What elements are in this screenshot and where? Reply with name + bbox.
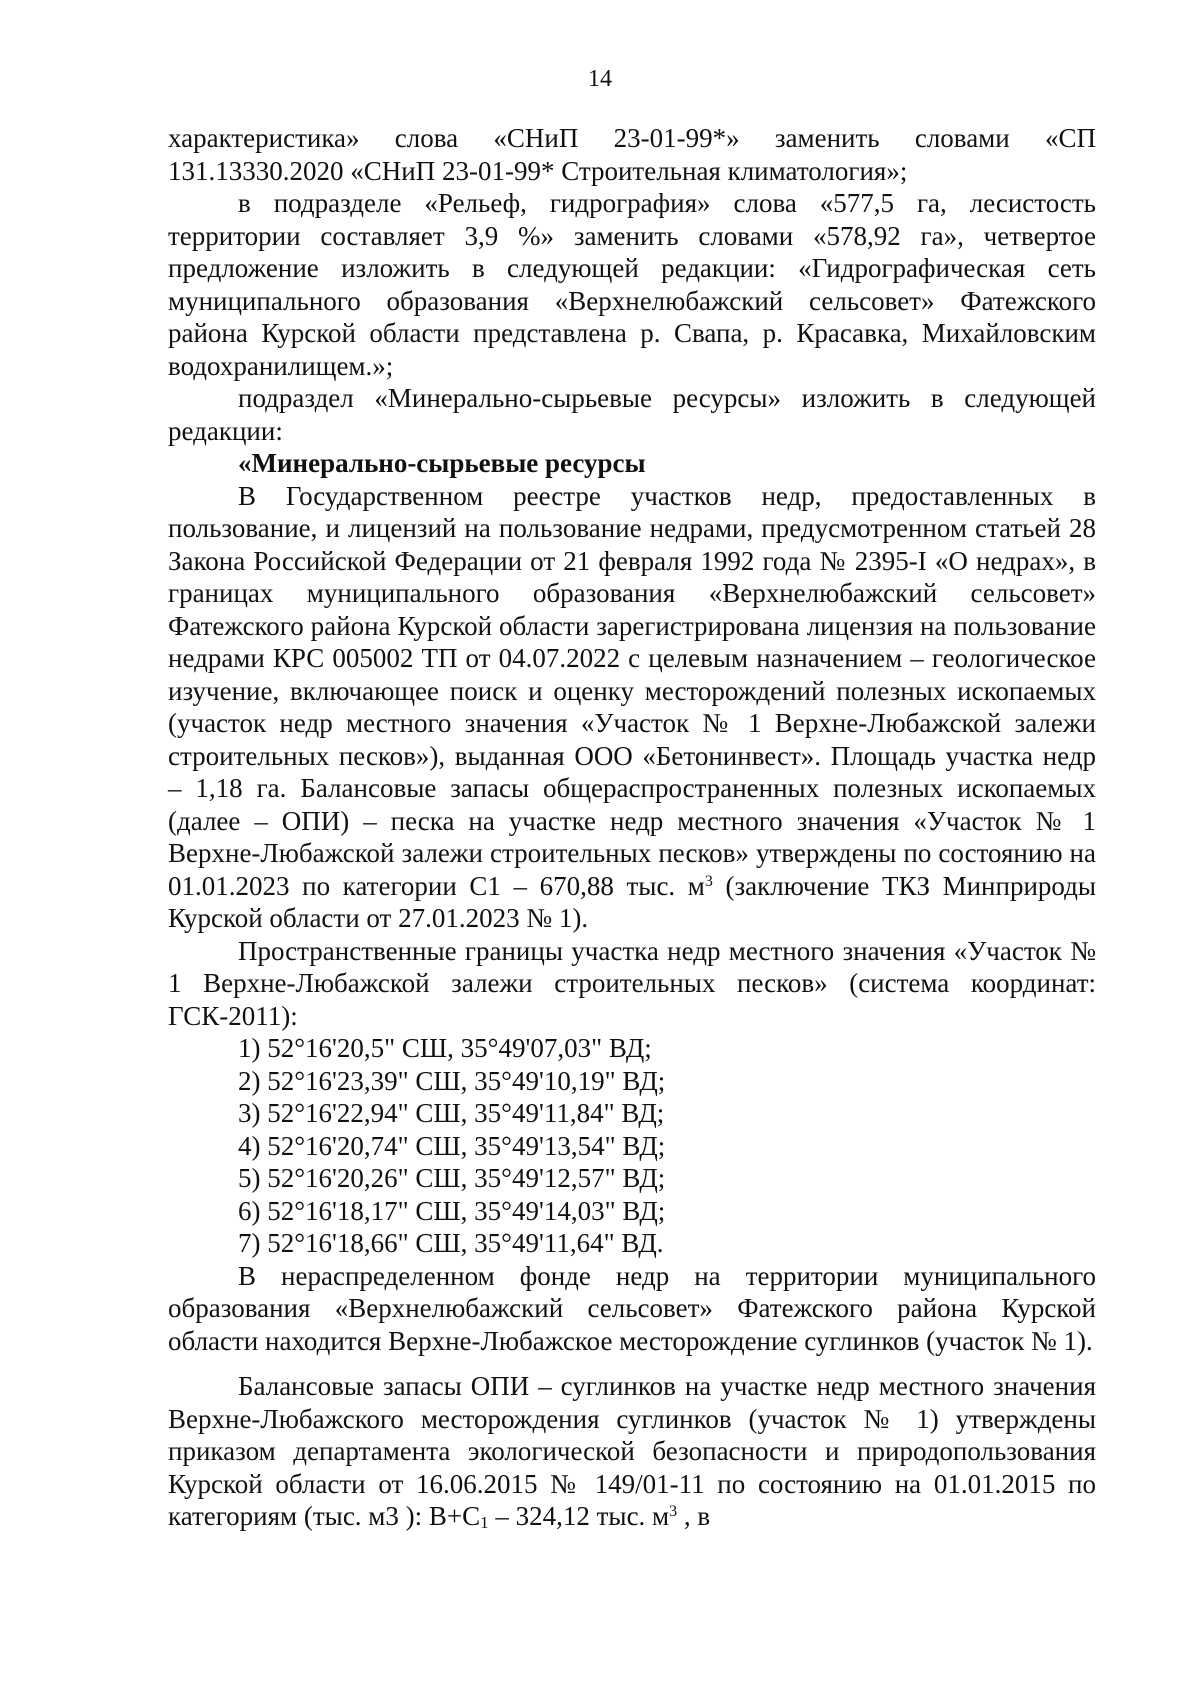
coordinate-item: 2) 52°16'23,39" СШ, 35°49'10,19" ВД; [238, 1065, 666, 1096]
coordinate-item: 4) 52°16'20,74" СШ, 35°49'13,54" ВД; [238, 1130, 666, 1161]
coordinate-item: 6) 52°16'18,17" СШ, 35°49'14,03" ВД; [238, 1195, 666, 1226]
document-body [168, 122, 1096, 1533]
paragraph-mineral-resources-intro: подраздел «Минерально-сырьевые ресурсы» изложить в следующей редакции: [168, 383, 1096, 446]
paragraph-relief-hydrography: в подразделе «Рельеф, гидрография» слова «577,5 га, лесистость территории составляет 3,9 %» заменить словами «578,92 га», четвертое предложение изложить в следующей редакции: «Гидрографическая сеть муниципального образования «Верхнелюбажский сельсовет» Фатежского района Курской области представлена р. Свапа, р. Красавка, Михайловским водохранилищем.»; [168, 188, 1096, 381]
cubic-superscript: 3 [704, 872, 713, 890]
coordinate-item: 3) 52°16'22,94" СШ, 35°49'11,84" ВД; [238, 1098, 665, 1128]
paragraph-balance-reserves [168, 1370, 1096, 1533]
register-text-end: (заключение ТКЗ Минприроды Курской области от 27.01.2023 № 1). [168, 870, 1096, 933]
coordinate-item: 1) 52°16'20,5" СШ, 35°49'07,03" ВД; [238, 1033, 652, 1063]
paragraph-snip-replacement: характеристика» слова «СНиП 23-01-99*» заменить словами «СП 131.13330.2020 «СНиП 23-01-99* Строительная климатология»; [168, 123, 1096, 186]
paragraph-state-register [168, 480, 1096, 935]
reserves-volume: – 324,12 тыс. м [488, 1501, 670, 1531]
coordinate-item: 7) 52°16'18,66" СШ, 35°49'11,64" ВД. [238, 1228, 664, 1258]
cubic-superscript: 3 [669, 1503, 678, 1520]
reserves-text: Балансовые запасы ОПИ – суглинков на участке недр местного значения Верхне-Любажского месторождения суглинков (участок № 1) утверждены приказом департамента экологической безопасности и природопользования Курской области от 16.06.2015 № 149/01-11 по состоянию на 01.01.2015 по категориям (тыс. м3 ): В+С [168, 1371, 1096, 1531]
paragraph-undistributed-fund: В нераспределенном фонде недр на территории муниципального образования «Верхнелюбажский сельсовет» Фатежского района Курской области находится Верхне-Любажское месторождение суглинков (участок № 1). [168, 1260, 1096, 1356]
paragraph-spatial-boundaries: Пространственные границы участка недр местного значения «Участок № 1 Верхне-Любажской залежи строительных песков» (система координат: ГСК-2011): [168, 935, 1096, 1031]
register-text: В Государственном реестре участков недр, предоставленных в пользование, и лицензий на пользование недрами, предусмотренном статьей 28 Закона Российской Федерации от 21 февраля 1992 года № 2395-I «О недрах», в границах муниципального образования «Верхнелюбажский сельсовет» Фатежского района Курской области зарегистрирована лицензия на пользование недрами КРС 005002 ТП от 04.07.2022 с целевым назначением – геологическое изучение, включающее поиск и оценку месторождений полезных ископаемых (участок недр местного значения «Участок № 1 Верхне-Любажской залежи строительных песков»), выданная ООО «Бетонинвест». Площадь участка недр – 1,18 га. Балансовые запасы общераспространенных полезных ископаемых (далее – ОПИ) – песка на участке недр местного значения «Участок № 1 Верхне-Любажской залежи строительных песков» утверждены по состоянию на 01.01.2023 по категории С1 – 670,88 тыс. м [168, 480, 1096, 901]
category-subscript: 1 [480, 1513, 489, 1532]
coordinate-list [168, 1032, 1096, 1260]
page-number: 14 [588, 66, 612, 92]
reserves-text-end: , в [677, 1501, 711, 1531]
coordinate-item: 5) 52°16'20,26" СШ, 35°49'12,57" ВД; [238, 1163, 666, 1193]
section-heading: «Минерально-сырьевые ресурсы [238, 448, 646, 478]
